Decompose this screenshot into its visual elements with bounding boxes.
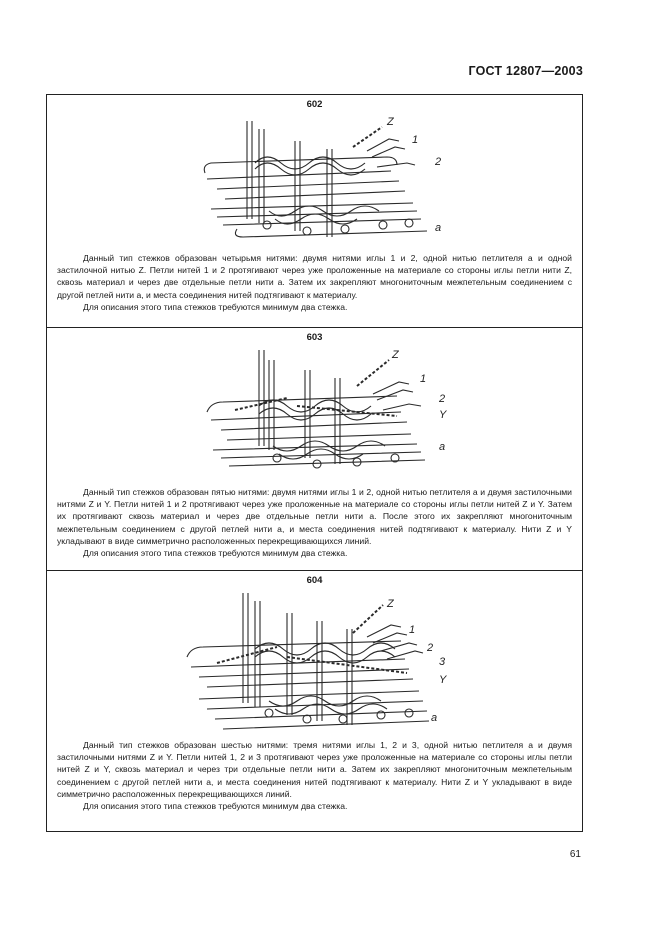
stitch-section-603 <box>47 328 582 571</box>
thread-label-a: a <box>435 222 442 234</box>
stitch-diagram-602 <box>177 111 467 251</box>
stitch-code: 602 <box>306 99 323 110</box>
minimum-stitch-note: Для описания этого типа стежков требуются минимум два стежка. <box>83 801 348 812</box>
thread-label-2: 2 <box>439 393 446 405</box>
thread-label-2: 2 <box>427 642 434 654</box>
thread-label-1: 1 <box>412 134 419 146</box>
thread-label-2: 2 <box>435 156 442 168</box>
stitch-description <box>57 486 572 559</box>
stitch-description <box>57 739 572 812</box>
stitch-diagram-604 <box>177 589 467 749</box>
page-number: 61 <box>569 849 581 860</box>
description-text: Данный тип стежков образован четырьмя нитями: двумя нитями иглы 1 и 2, одной нитью петлителя a и одной застилочной нитью Z. Петли нитей 1 и 2 протягивают через уже проложенные на материале со стороны иглы петли нити Z, сквозь материал и через две отдельные петли нити a. Затем их закрепляют многониточным межпетельным соединением с другой петлей нити a, и места соединения нитей подтягивают к материалу. <box>57 253 572 300</box>
minimum-stitch-note: Для описания этого типа стежков требуются минимум два стежка. <box>83 301 348 312</box>
minimum-stitch-note: Для описания этого типа стежков требуются минимум два стежка. <box>83 548 348 559</box>
thread-label-a: a <box>439 441 446 453</box>
thread-label-a: a <box>431 712 438 724</box>
description-text: Данный тип стежков образован шестью нитями: тремя нитями иглы 1, 2 и 3, одной нитью петлителя a и двумя застилочными нитями Z и Y. Петли нитей 1, 2 и 3 протягивают через уже проложенные на материале со стороны иглы петли нитей Z и Y, сквозь материал и через три отдельные петли нити a. Затем их закрепляют многониточным межпетельным соединением с другой петлей нити a, и места соединения нитей подтягивают к материалу. Нити Z и Y укладывают в виде симметрично расположенных перекрещивающихся линий. <box>57 740 572 799</box>
stitch-description <box>57 252 572 313</box>
thread-label-y: Y <box>439 409 447 421</box>
stitch-code: 604 <box>306 575 323 586</box>
thread-label-z: Z <box>387 116 394 128</box>
thread-label-z: Z <box>387 598 394 610</box>
thread-label-3: 3 <box>439 656 446 668</box>
stitch-section-602 <box>47 95 582 328</box>
stitch-types-table <box>46 94 583 832</box>
thread-label-y: Y <box>439 674 447 686</box>
thread-label-z: Z <box>392 349 399 361</box>
thread-label-1: 1 <box>409 624 416 636</box>
stitch-code: 603 <box>306 332 323 343</box>
thread-label-1: 1 <box>420 373 427 385</box>
standard-header: ГОСТ 12807—2003 <box>468 64 583 78</box>
stitch-diagram-603 <box>177 346 467 486</box>
description-text: Данный тип стежков образован пятью нитями: двумя нитями иглы 1 и 2, одной нитью петлителя a и двумя застилочными нитями Z и Y. Петли нитей 1 и 2 протягивают через уже проложенные на материале со стороны иглы петли нитей Z и Y. Затем их протягивают сквозь материал и через две отдельные петли нити a. После этого их закрепляют многониточным межпетельным соединением с другой петлей нити a, и места соединения нитей подтягивают к материалу. Нити Z и Y укладывают в виде симметрично расположенных перекрещивающихся линий. <box>57 487 572 546</box>
stitch-section-604 <box>47 571 582 833</box>
